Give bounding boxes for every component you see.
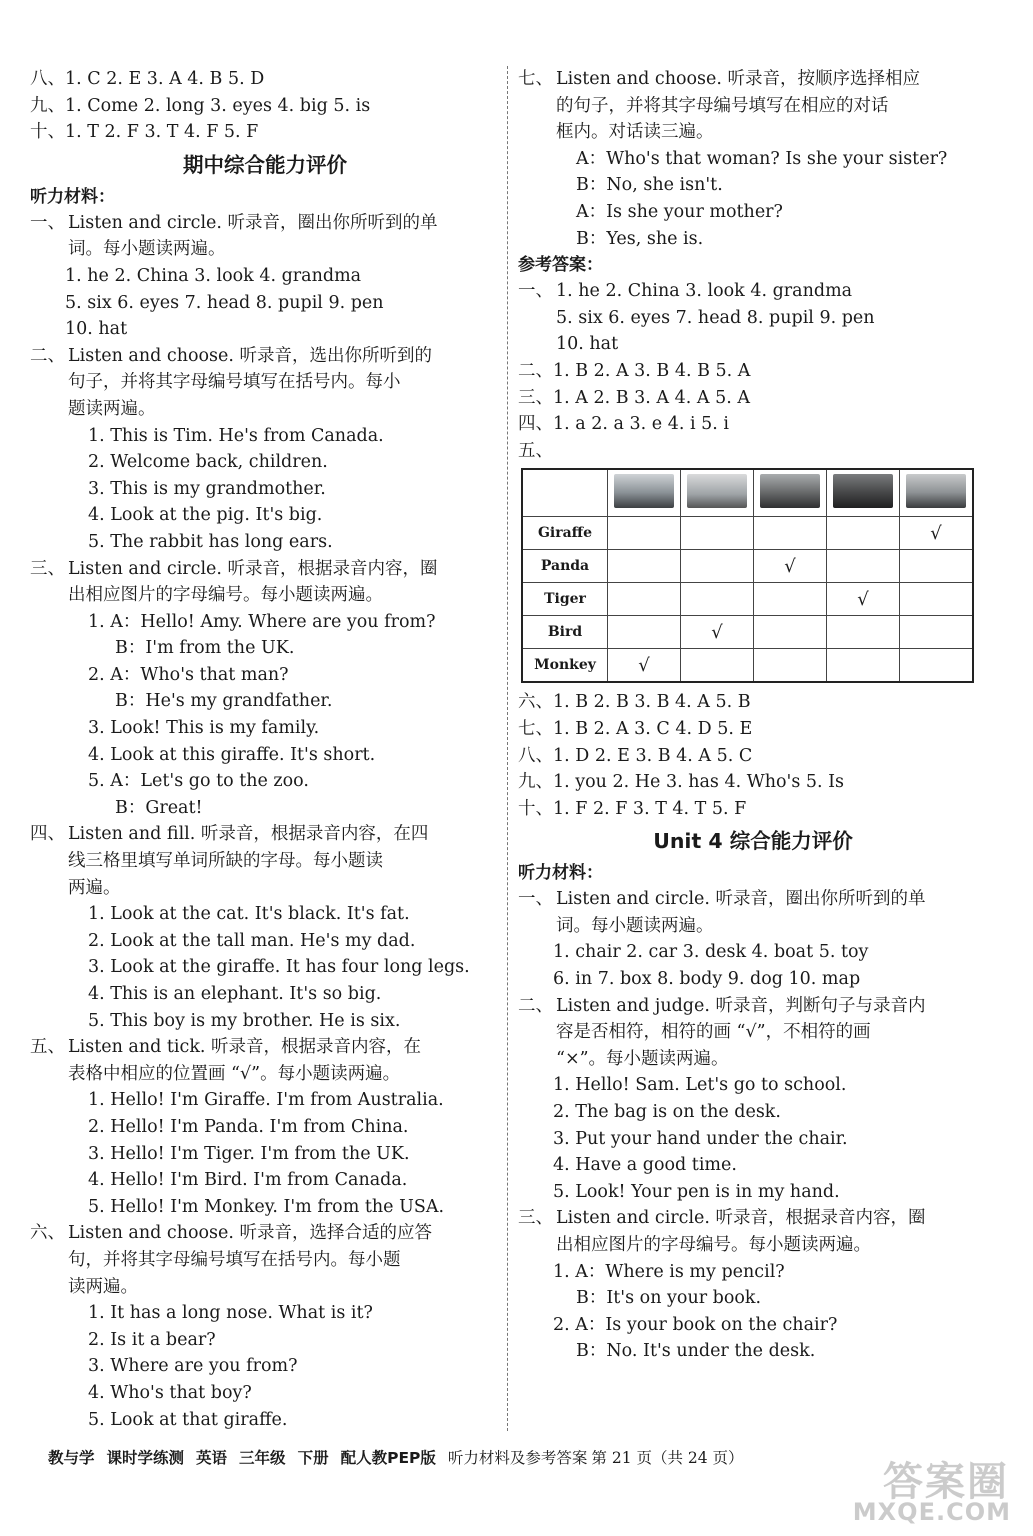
table-cell: √ [608,649,681,683]
footer-grade: 三年级 [239,1449,286,1467]
landmark-photo [687,474,747,508]
table-cell [681,550,754,583]
instruction: 词。每小题读两遍。 [556,915,714,936]
list-item: B：I'm from the UK. [115,638,295,659]
table-cell [608,616,681,649]
table-cell: √ [827,583,900,616]
list-item: 4. Hello! I'm Bird. I'm from Canada. [88,1170,408,1191]
list-item: B：Great! [115,797,203,818]
table-row [522,550,973,583]
question-mark: 五、 [518,440,553,461]
list-item: 2. Welcome back, children. [88,452,328,473]
instruction: 词。每小题读两遍。 [68,239,226,260]
table-cell [827,616,900,649]
landmark-photo [833,474,893,508]
list-item: 3. Hello! I'm Tiger. I'm from the UK. [88,1143,410,1164]
section-title: Unit 4 综合能力评价 [653,829,853,854]
landmark-photo [906,474,966,508]
table-cell [681,583,754,616]
table-row-label: Bird [522,616,608,649]
table-row-label: Monkey [522,649,608,683]
instruction: Listen and choose. 听录音，选择合适的应答 [68,1223,432,1244]
instruction: 两遍。 [68,877,121,898]
answer-line: 九、1. you 2. He 3. has 4. Who's 5. Is [518,772,845,793]
instruction: Listen and tick. 听录音，根据录音内容，在 [68,1037,422,1058]
instruction: 读两遍。 [68,1276,138,1297]
list-item: B：No, she isn't. [576,175,723,196]
list-item: 1. It has a long nose. What is it? [88,1303,373,1324]
list-item: B：He's my grandfather. [115,691,333,712]
table-cell [900,616,974,649]
table-cell [827,517,900,550]
watermark [852,1450,1015,1530]
instruction: Listen and circle. 听录音，根据录音内容，圈 [68,558,438,579]
table-row-label: Tiger [522,583,608,616]
instruction: Listen and judge. 听录音，判断句子与录音内 [556,995,926,1016]
question-7 [518,66,988,252]
list-item: B：It's on your book. [576,1288,762,1309]
page-number: 第 21 页（共 24 页） [591,1449,744,1467]
left-column [30,66,500,1433]
answer-line: 二、1. B 2. A 3. B 4. B 5. A [518,360,751,381]
list-item: 3. Look at the giraffe. It has four long legs. [88,957,470,978]
table-cell: √ [900,517,974,550]
list-item: 1. Look at the cat. It's black. It's fat. [88,904,410,925]
instruction: 容是否相符，相符的画 “√”，不相符的画 [556,1022,871,1043]
watermark-url: MXQE.COM [852,1498,1011,1526]
footer-series: 课时学练测 [106,1449,185,1467]
answer-1 [518,278,988,358]
instruction: “×”。每小题读两遍。 [556,1048,729,1069]
question-mark: 二、 [30,345,65,366]
list-item: 4. Who's that boy? [88,1382,252,1403]
landmark-photo [614,474,674,508]
answer-line: 八、1. C 2. E 3. A 4. B 5. D [30,69,265,89]
table-cell [608,550,681,583]
list-item: 2. A：Who's that man? [88,664,289,685]
instruction: 句，并将其字母编号填写在括号内。每小题 [68,1249,401,1270]
table-cell [608,517,681,550]
question-mark: 四、 [30,824,65,845]
answer-line: 5. six 6. eyes 7. head 8. pupil 9. pen [556,307,875,328]
instruction: 出相应图片的字母编号。每小题读两遍。 [556,1235,871,1255]
instruction: Listen and choose. 听录音，选出你所听到的 [68,345,432,366]
list-item: 1. Hello! I'm Giraffe. I'm from Australia. [88,1090,444,1111]
list-item: 1. A：Where is my pencil? [553,1261,785,1282]
list-item: 3. Put your hand under the chair. [553,1128,848,1149]
instruction: 题读两遍。 [68,398,156,419]
answer-line: 十、1. F 2. F 3. T 4. T 5. F [518,798,747,819]
footer-subject: 英语 [196,1449,228,1467]
question-mark: 一、 [518,889,553,910]
list-item: 6. in 7. box 8. body 9. dog 10. map [553,969,861,990]
table-cell [827,649,900,683]
question-mark: 三、 [30,558,65,579]
table-row [522,616,973,649]
table-cell [900,583,974,616]
table-cell [754,649,827,683]
instruction: 句子，并将其字母编号填写在括号内。每小 [68,372,401,393]
instruction: 线三格里填写单词所缺的字母。每小题读 [68,851,383,872]
table-header-row [522,469,973,517]
table-cell [827,550,900,583]
question-mark: 三、 [518,1208,553,1229]
listening-label: 听力材料： [518,863,603,884]
question-mark: 五、 [30,1037,65,1058]
right-column [518,66,988,1365]
list-item: A：Is she your mother? [576,201,783,222]
table-header-cell [608,469,681,517]
unit-question-2 [518,993,988,1206]
list-item: 5. The rabbit has long ears. [88,531,333,552]
list-item: 5. Look at that giraffe. [88,1409,288,1430]
list-item: 4. Have a good time. [553,1155,737,1176]
list-item: 2. A：Is your book on the chair? [553,1314,838,1335]
table-cell [608,583,681,616]
footer-brand: 教与学 [48,1449,95,1467]
instruction: Listen and circle. 听录音，圈出你所听到的单 [68,212,438,233]
table-cell [900,649,974,683]
question-3 [30,556,500,822]
question-2 [30,343,500,556]
answer-table [521,468,974,683]
list-item: 1. he 2. China 3. look 4. grandma [65,265,362,286]
list-item: 2. Is it a bear? [88,1329,216,1350]
list-item: 1. Hello! Sam. Let's go to school. [553,1075,847,1096]
list-item: B：No. It's under the desk. [576,1341,816,1362]
table-cell: √ [754,550,827,583]
question-mark: 七、 [518,69,553,89]
answer-line: 10. hat [556,334,619,355]
table-cell [754,583,827,616]
question-mark: 一、 [518,281,553,302]
instruction: 的句子，并将其字母编号填写在相应的对话 [556,95,889,116]
instruction: Listen and circle. 听录音，根据录音内容，圈 [556,1208,926,1229]
table-row-label: Panda [522,550,608,583]
instruction: 表格中相应的位置画 “√”。每小题读两遍。 [68,1063,401,1084]
list-item: 1. This is Tim. He's from Canada. [88,425,384,446]
table-corner [522,469,608,517]
table-cell [754,517,827,550]
list-item: 4. Look at the pig. It's big. [88,505,323,526]
footer-description: 听力材料及参考答案 [447,1449,588,1467]
answer-line: 八、1. D 2. E 3. B 4. A 5. C [518,745,753,766]
table-row-label: Giraffe [522,517,608,550]
answer-line: 十、1. T 2. F 3. T 4. F 5. F [30,122,259,143]
answer-line: 六、1. B 2. B 3. B 4. A 5. B [518,692,751,713]
table-header-cell [900,469,974,517]
question-mark: 六、 [30,1223,65,1244]
table-cell: √ [681,616,754,649]
list-item: 5. Hello! I'm Monkey. I'm from the USA. [88,1196,445,1217]
watermark-logo: 答案圈 [883,1459,1009,1505]
landmark-photo [760,474,820,508]
table-cell [900,550,974,583]
table-row [522,583,973,616]
unit-question-3 [518,1205,988,1365]
list-item: 5. Look! Your pen is in my hand. [553,1181,840,1202]
instruction: 框内。对话读三遍。 [556,122,714,143]
table-header-cell [827,469,900,517]
list-item: 2. Hello! I'm Panda. I'm from China. [88,1116,409,1137]
footer-term: 下册 [297,1449,329,1467]
answer-line: 四、1. a 2. a 3. e 4. i 5. i [518,414,729,435]
list-item: A：Who's that woman? Is she your sister? [576,148,948,169]
question-1 [30,210,500,343]
listening-label: 听力材料： [30,186,115,207]
page-footer [48,1446,1008,1468]
list-item: 10. hat [65,319,128,340]
answers-label: 参考答案： [518,255,603,276]
table-row [522,649,973,683]
list-item: 4. This is an elephant. It's so big. [88,984,382,1004]
instruction: Listen and fill. 听录音，根据录音内容，在四 [68,824,429,845]
instruction: 出相应图片的字母编号。每小题读两遍。 [68,585,383,606]
question-mark: 一、 [30,212,65,233]
answer-line: 1. he 2. China 3. look 4. grandma [556,281,853,302]
list-item: 4. Look at this giraffe. It's short. [88,744,376,765]
section-title: 期中综合能力评价 [183,152,347,177]
table-header-cell [754,469,827,517]
list-item: 2. The bag is on the desk. [553,1102,781,1123]
footer-edition: 配人教PEP版 [340,1449,436,1467]
list-item: 3. Where are you from? [88,1356,298,1377]
unit-question-1 [518,886,988,992]
column-divider [507,66,508,1431]
list-item: 3. Look! This is my family. [88,718,320,739]
answer-line: 七、1. B 2. A 3. C 4. D 5. E [518,718,753,739]
list-item: B：Yes, she is. [576,228,704,249]
instruction: Listen and choose. 听录音，按顺序选择相应 [556,69,920,89]
list-item: 3. This is my grandmother. [88,478,326,499]
list-item: 1. A：Hello! Amy. Where are you from? [88,611,436,632]
list-item: 5. six 6. eyes 7. head 8. pupil 9. pen [65,292,384,313]
question-mark: 二、 [518,995,553,1016]
answer-line: 三、1. A 2. B 3. A 4. A 5. A [518,387,750,408]
list-item: 2. Look at the tall man. He's my dad. [88,930,416,951]
table-cell [681,649,754,683]
question-6 [30,1220,500,1433]
question-4 [30,821,500,1034]
list-item: 5. A：Let's go to the zoo. [88,771,309,792]
table-row [522,517,973,550]
question-5 [30,1034,500,1220]
answer-line: 九、1. Come 2. long 3. eyes 4. big 5. is [30,95,371,116]
table-header-cell [681,469,754,517]
table-cell [681,517,754,550]
list-item: 5. This boy is my brother. He is six. [88,1010,401,1031]
instruction: Listen and circle. 听录音，圈出你所听到的单 [556,889,926,910]
table-cell [754,616,827,649]
list-item: 1. chair 2. car 3. desk 4. boat 5. toy [553,942,869,963]
